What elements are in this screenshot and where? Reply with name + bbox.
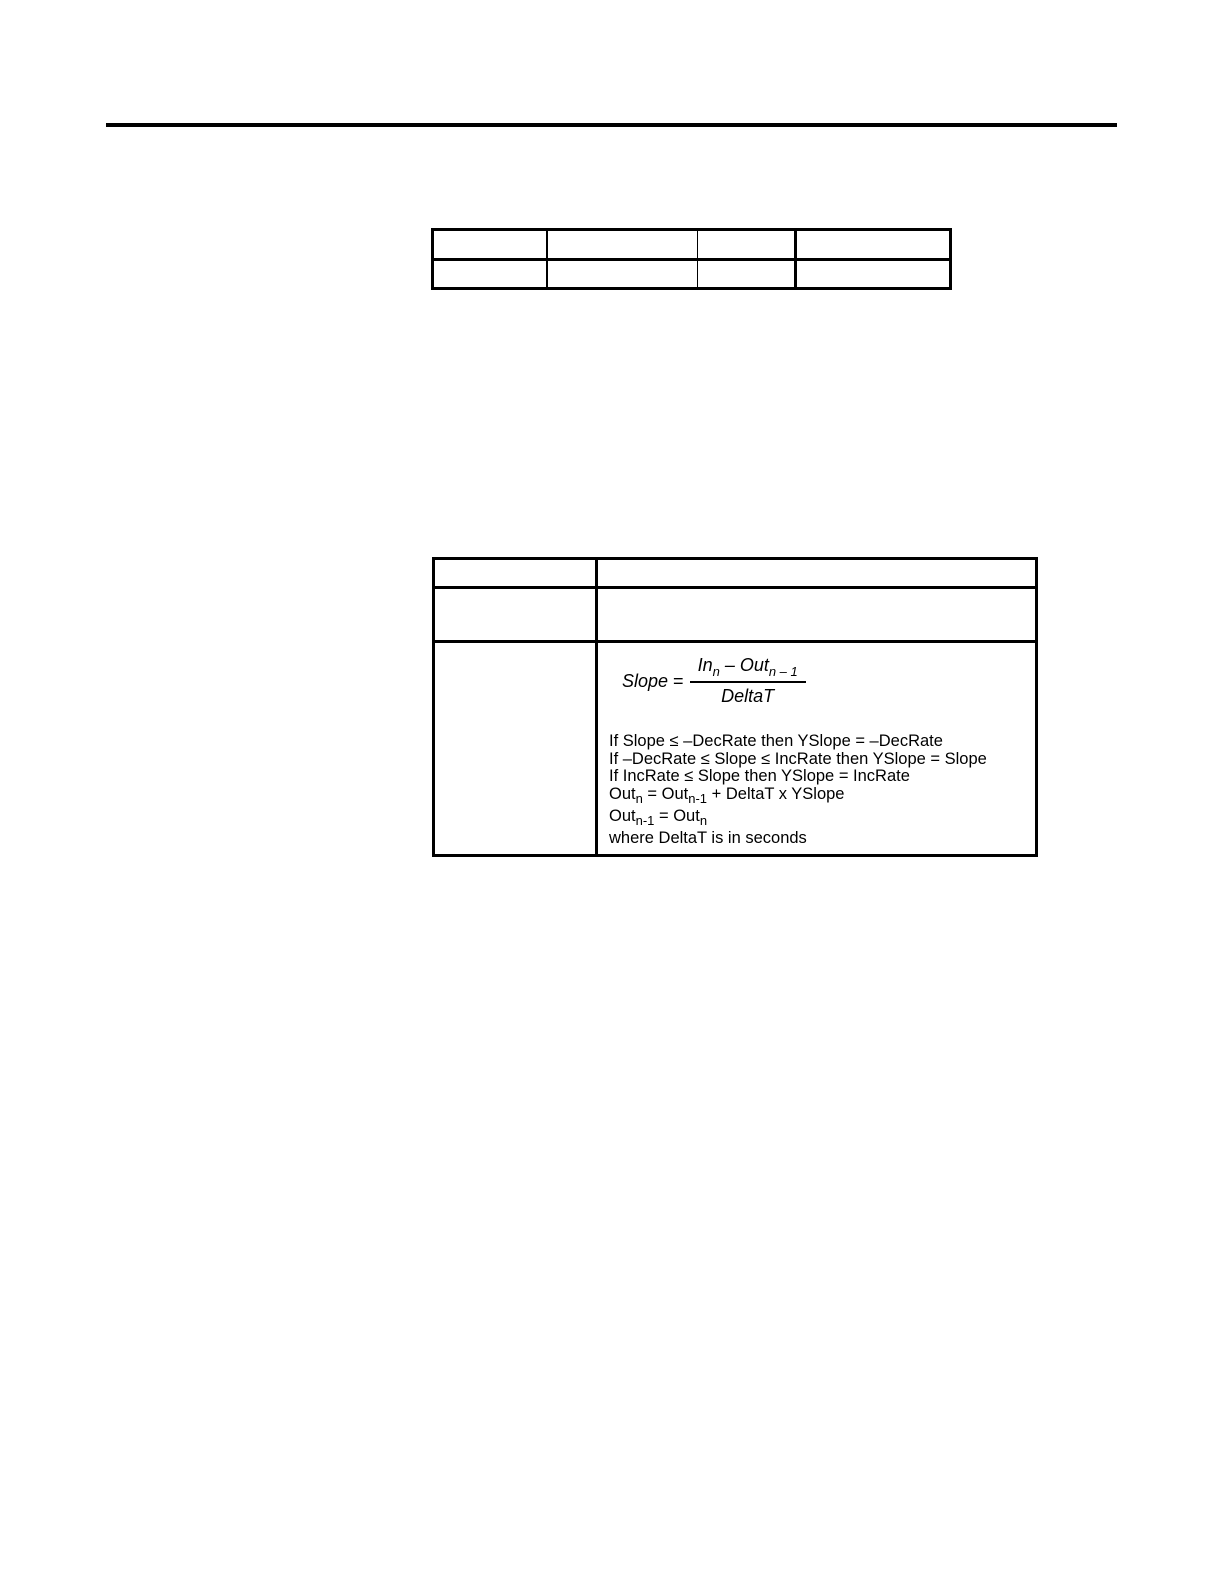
table-row bbox=[434, 559, 1037, 588]
table-row bbox=[433, 230, 951, 260]
formula-cell bbox=[597, 642, 1037, 856]
equation-list bbox=[609, 733, 987, 847]
formula-fraction bbox=[690, 655, 806, 707]
table-row bbox=[434, 588, 1037, 642]
table-row bbox=[433, 260, 951, 289]
formula-lhs: Slope = bbox=[622, 670, 684, 691]
table-cell bbox=[597, 559, 1037, 588]
equation-line: If Slope ≤ –DecRate then YSlope = –DecRate bbox=[609, 732, 943, 750]
table-cell bbox=[698, 230, 796, 260]
equation-line: Out$_{n-1}$ = Out$_n$ bbox=[609, 806, 708, 828]
table-cell bbox=[547, 260, 698, 289]
equation-line: If –DecRate ≤ Slope ≤ IncRate then YSlope = Slope bbox=[609, 749, 987, 768]
table-cell bbox=[434, 588, 597, 642]
table-cell bbox=[433, 260, 548, 289]
empty-parameter-table bbox=[431, 228, 952, 290]
equation-line: If IncRate ≤ Slope then YSlope = IncRate bbox=[609, 767, 910, 785]
equation-line: where DeltaT is in seconds bbox=[609, 828, 807, 847]
function-description-table bbox=[432, 557, 1038, 857]
table-cell bbox=[796, 260, 951, 289]
table-cell bbox=[547, 230, 698, 260]
section-divider-rule bbox=[106, 123, 1117, 127]
table-cell bbox=[698, 260, 796, 289]
table-cell bbox=[796, 230, 951, 260]
slope-formula bbox=[622, 655, 806, 707]
table-cell bbox=[434, 642, 597, 856]
fraction-denominator: DeltaT bbox=[721, 686, 775, 706]
table-cell bbox=[597, 588, 1037, 642]
formula-cell-content bbox=[598, 643, 1035, 854]
table-cell bbox=[433, 230, 548, 260]
table-cell bbox=[434, 559, 597, 588]
table-row bbox=[434, 642, 1037, 856]
equation-line: Out$_n$ = Out$_{n-1}$ + DeltaT x YSlope bbox=[609, 784, 845, 806]
fraction-numerator: $In_n - Out_{n - 1}$ bbox=[690, 655, 806, 683]
